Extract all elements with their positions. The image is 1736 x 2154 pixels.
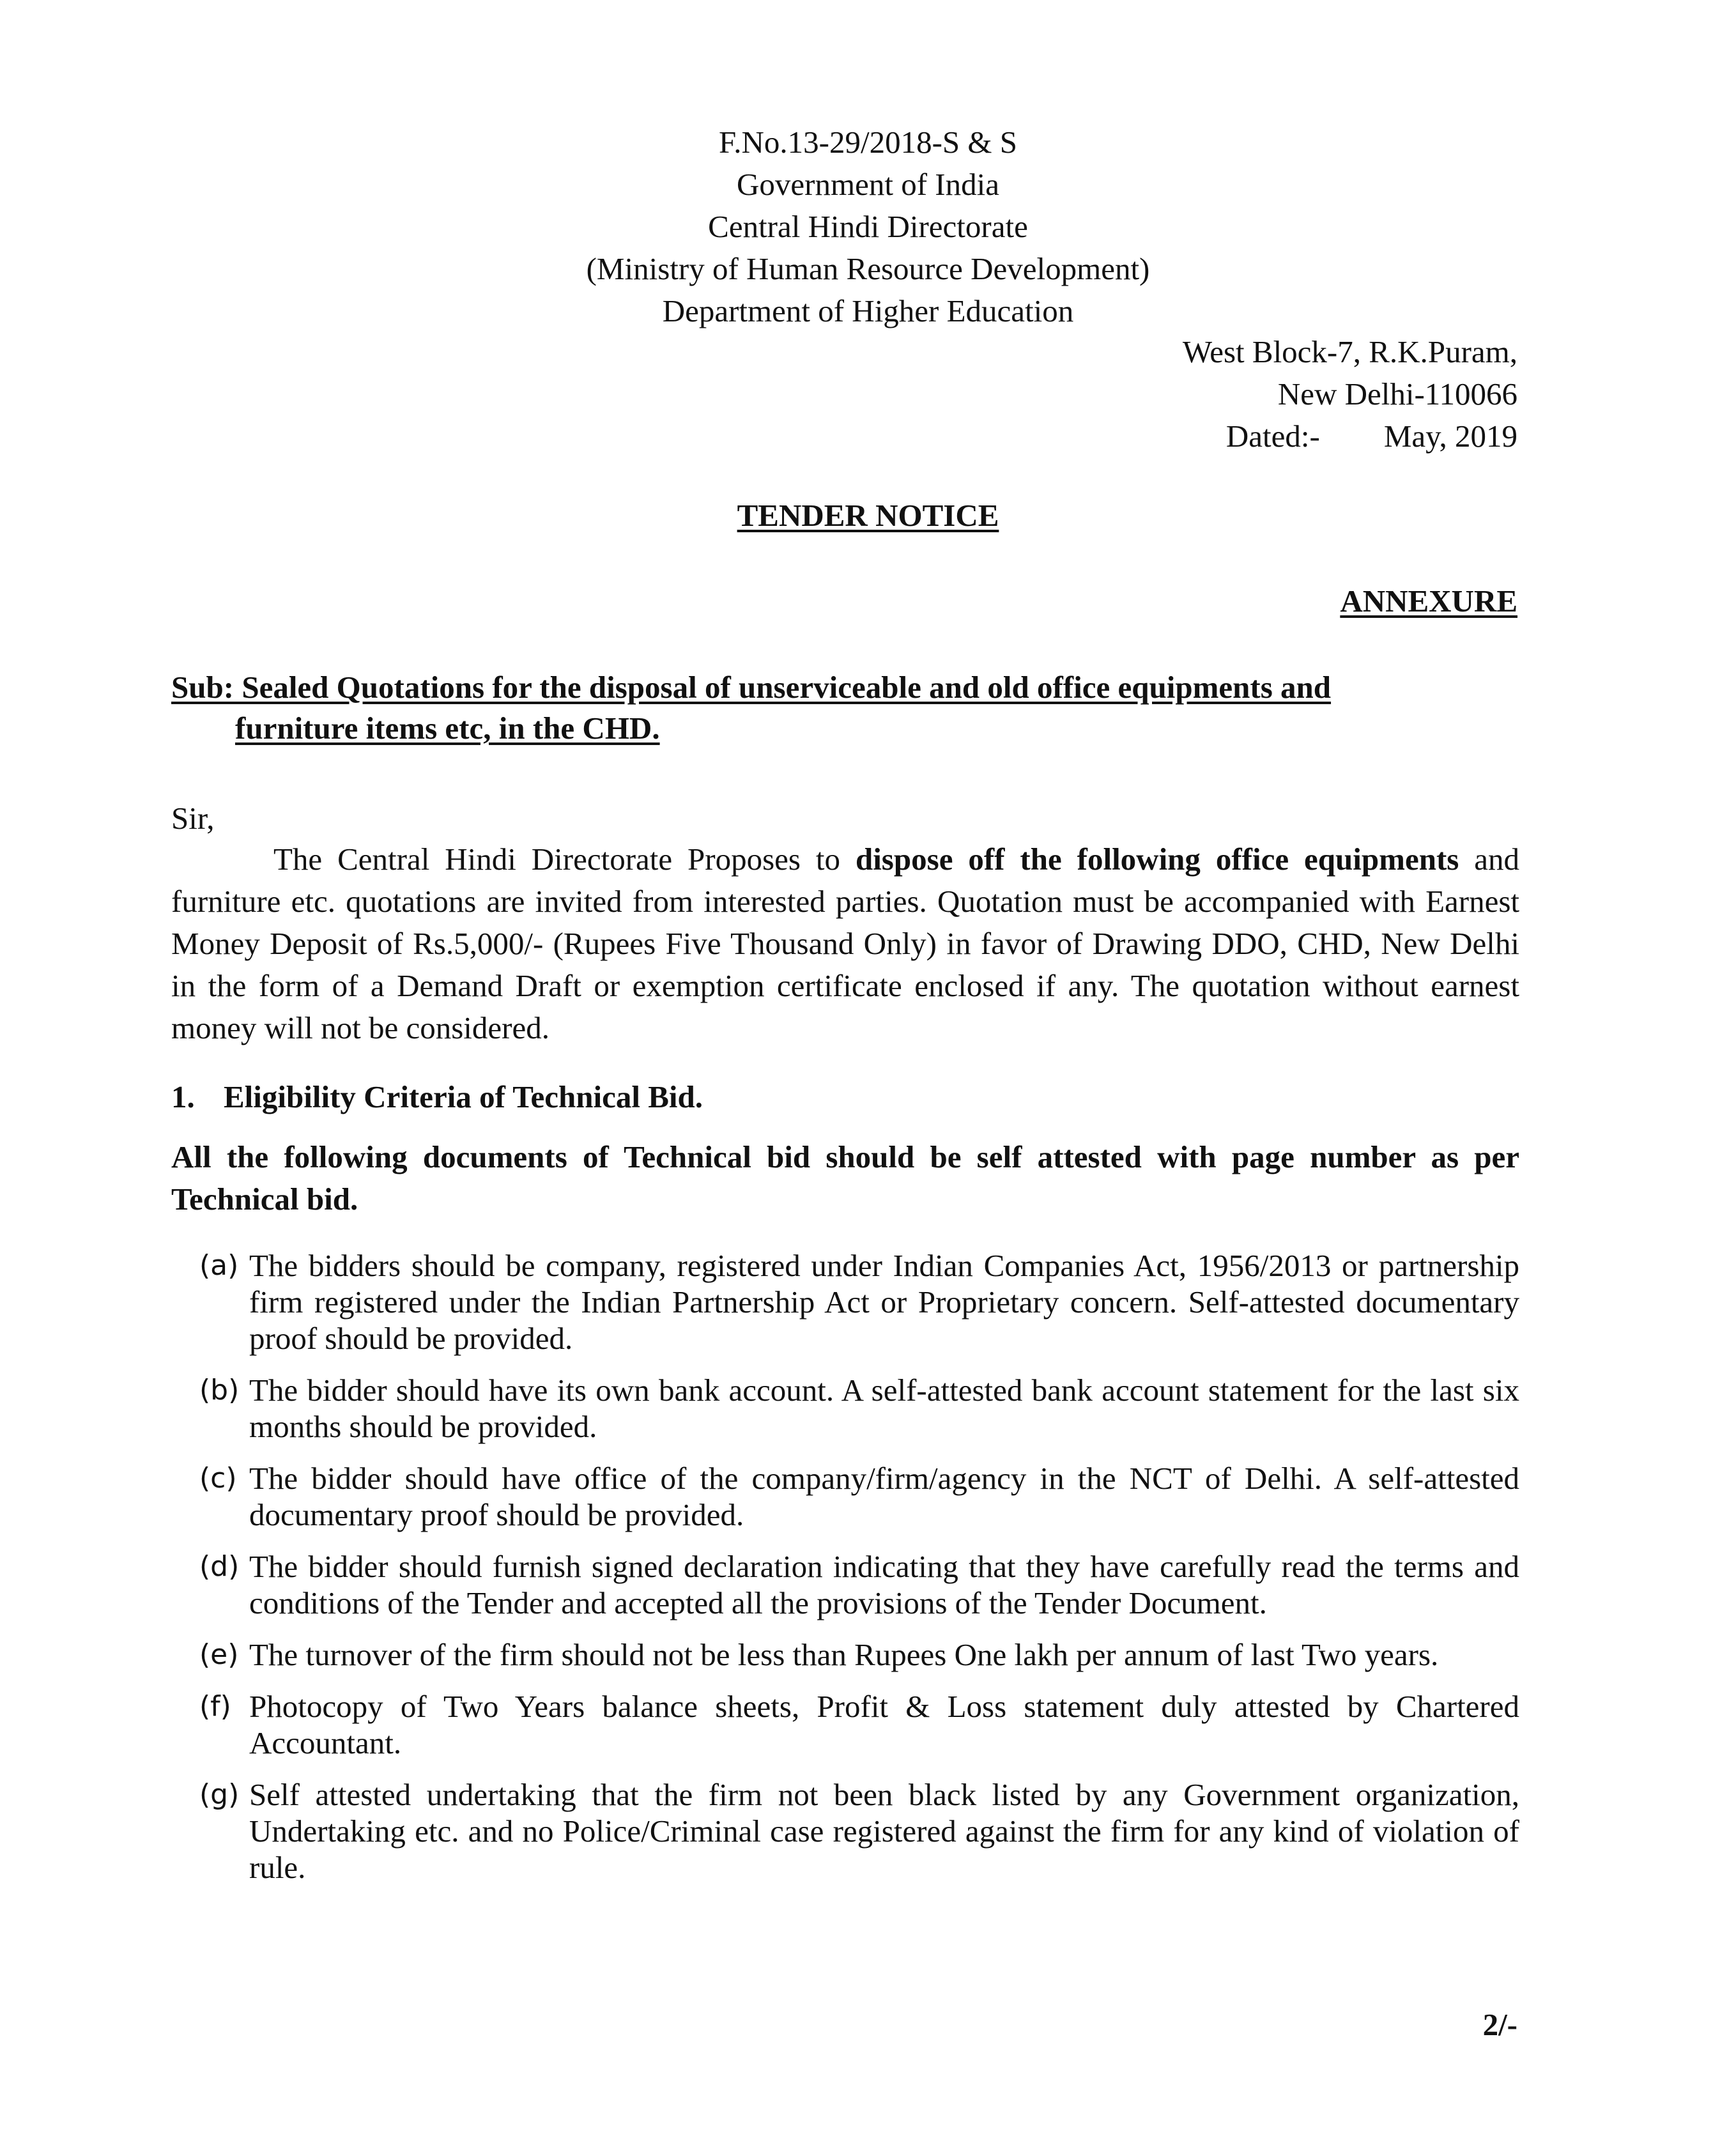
intro-part-1: The Central Hindi Directorate Proposes to: [273, 842, 856, 877]
item-label: (g): [199, 1778, 240, 1811]
intro-paragraph: [171, 838, 1519, 1049]
dated-label: Dated:-: [1225, 419, 1320, 454]
list-item: [199, 1688, 1519, 1761]
intro-part-2: and furniture etc. quotations are invited from interested parties. Quotation must be accompanied with Earnest Money Deposit of Rs.5,000/- (Rupees Five Thousand Only) in favor of Drawing DDO, CHD, New Delhi in the form of a Demand Draft or exemption certificate enclosed if any. The quotation without earnest money will not be considered.: [171, 842, 1519, 1045]
address-block: [1183, 331, 1517, 458]
criteria-list: [199, 1247, 1519, 1901]
item-text: The bidder should have office of the company/firm/agency in the NCT of Delhi. A self-attested documentary proof should be provided.: [249, 1461, 1519, 1532]
letterhead: [0, 121, 1736, 332]
item-label: (d): [199, 1550, 240, 1583]
item-label: (f): [199, 1690, 231, 1723]
section-number: 1.: [171, 1079, 195, 1114]
item-label: (a): [199, 1249, 239, 1282]
list-item: [199, 1247, 1519, 1357]
page-number: 2/-: [1482, 2007, 1517, 2042]
department-name: Department of Higher Education: [662, 293, 1074, 328]
government-name: Government of India: [737, 167, 999, 202]
list-item: [199, 1460, 1519, 1533]
item-label: (c): [199, 1462, 237, 1495]
directorate-name: Central Hindi Directorate: [708, 209, 1028, 244]
section-instruction: All the following documents of Technical bid should be self attested with page number as per Technical bid.: [171, 1139, 1519, 1217]
file-number: F.No.13-29/2018-S & S: [718, 125, 1018, 160]
subject-line-1: Sub: Sealed Quotations for the disposal of unserviceable and old office equipments and: [171, 670, 1332, 705]
list-item: [199, 1776, 1519, 1886]
subject-line-2: furniture items etc, in the CHD.: [235, 711, 660, 746]
item-text: The turnover of the firm should not be less than Rupees One lakh per annum of last Two years.: [249, 1637, 1439, 1672]
item-label: (b): [199, 1374, 240, 1406]
list-item: [199, 1636, 1519, 1673]
list-item: [199, 1548, 1519, 1621]
ministry-name: (Ministry of Human Resource Development): [586, 251, 1150, 286]
annexure-label: ANNEXURE: [1340, 583, 1517, 619]
list-item: [199, 1372, 1519, 1445]
item-text: The bidder should have its own bank account. A self-attested bank account statement for the last six months should be provided.: [249, 1373, 1519, 1444]
address-line-2: New Delhi-110066: [1277, 376, 1517, 412]
section-title: Eligibility Criteria of Technical Bid.: [224, 1079, 703, 1114]
item-text: Photocopy of Two Years balance sheets, Profit & Loss statement duly attested by Chartered Accountant.: [249, 1689, 1519, 1760]
intro-bold: dispose off the following office equipments: [855, 842, 1459, 877]
salutation: Sir,: [171, 801, 215, 836]
item-text: The bidder should furnish signed declaration indicating that they have carefully read the terms and conditions of the Tender and accepted all the provisions of the Tender Document.: [249, 1549, 1519, 1620]
subject-line: [171, 667, 1519, 749]
dated-row: [1183, 415, 1517, 458]
tender-notice-title: TENDER NOTICE: [737, 498, 999, 533]
item-text: The bidders should be company, registered under Indian Companies Act, 1956/2013 or partnership firm registered under the Indian Partnership Act or Proprietary concern. Self-attested documentary proof should be provided.: [249, 1248, 1519, 1356]
item-text: Self attested undertaking that the firm not been black listed by any Government organization, Undertaking etc. and no Police/Criminal case registered against the firm for any kind of violation of rule.: [249, 1777, 1519, 1885]
item-label: (e): [199, 1638, 239, 1671]
dated-value: May, 2019: [1383, 419, 1517, 454]
section-heading: [171, 1079, 703, 1115]
address-line-1: West Block-7, R.K.Puram,: [1182, 334, 1517, 369]
